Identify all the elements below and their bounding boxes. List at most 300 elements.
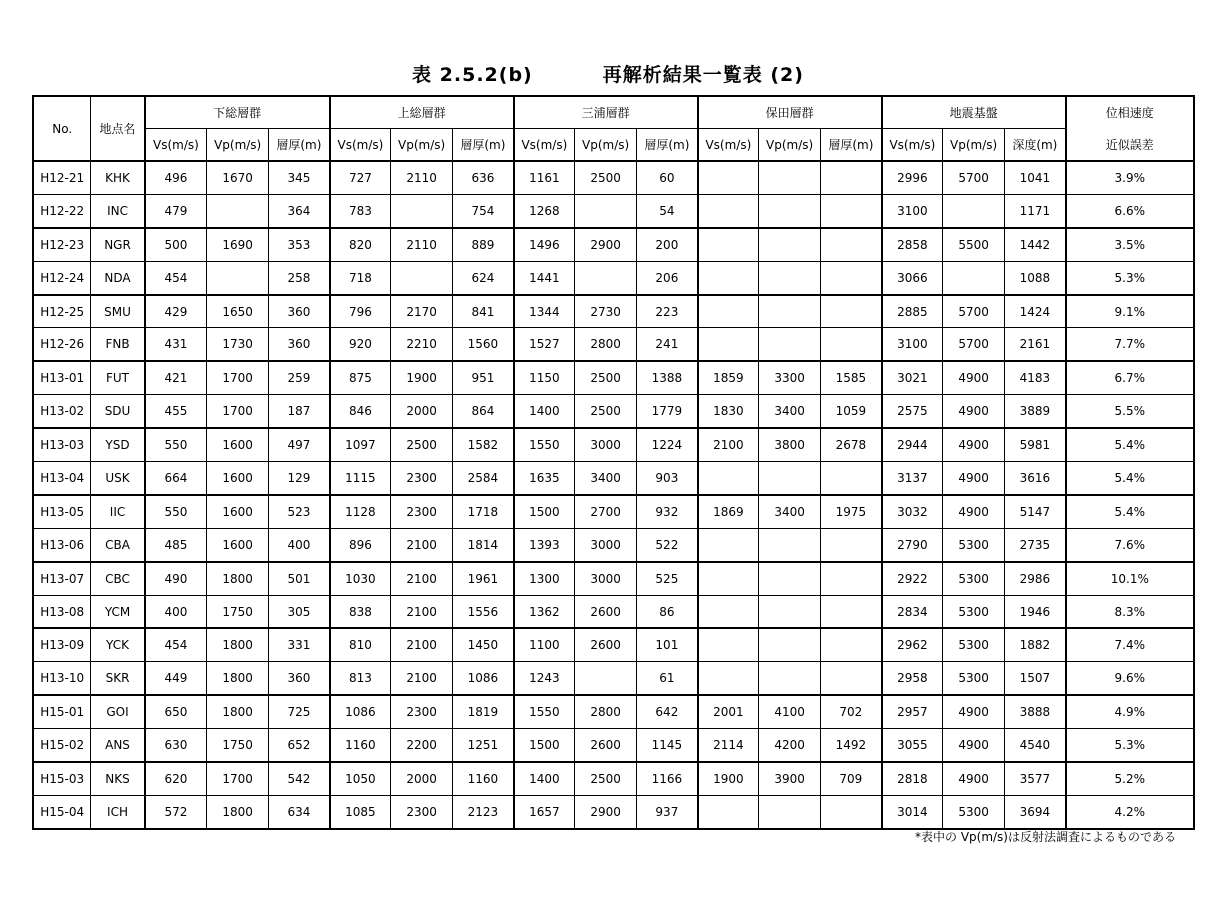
- table-cell: 5.2%: [1066, 762, 1194, 795]
- table-cell: [759, 795, 821, 828]
- table-cell: 3888: [1005, 695, 1066, 728]
- table-cell: 937: [637, 795, 698, 828]
- table-cell: 664: [145, 462, 207, 495]
- table-cell: H12-25: [33, 295, 91, 328]
- table-cell: 1690: [207, 228, 269, 261]
- table-cell: 1344: [514, 295, 575, 328]
- table-cell: 2110: [391, 228, 453, 261]
- table-cell: [821, 161, 882, 194]
- table-cell: 636: [453, 161, 514, 194]
- table-cell: 1560: [453, 328, 514, 361]
- table-cell: 1086: [453, 662, 514, 695]
- table-cell: 4900: [943, 495, 1005, 528]
- table-cell: 3055: [882, 729, 943, 762]
- table-cell: 1150: [514, 361, 575, 394]
- table-cell: 258: [269, 261, 330, 294]
- table-cell: 9.6%: [1066, 662, 1194, 695]
- table-row: [33, 428, 1194, 461]
- table-cell: 3000: [575, 428, 637, 461]
- table-row: [33, 795, 1194, 828]
- table-cell: 550: [145, 495, 207, 528]
- table-cell: CBC: [91, 562, 145, 595]
- header-thick: 層厚(m): [453, 129, 514, 162]
- table-cell: 364: [269, 194, 330, 227]
- table-cell: 3800: [759, 428, 821, 461]
- table-cell: [698, 562, 759, 595]
- table-cell: [207, 261, 269, 294]
- table-row: [33, 228, 1194, 261]
- header-vp: Vp(m/s): [207, 129, 269, 162]
- table-cell: 1946: [1005, 595, 1066, 628]
- table-cell: 2110: [391, 161, 453, 194]
- table-cell: GOI: [91, 695, 145, 728]
- table-cell: [698, 462, 759, 495]
- table-row: [33, 562, 1194, 595]
- table-cell: [943, 261, 1005, 294]
- table-cell: H15-03: [33, 762, 91, 795]
- table-number: 表 2.5.2(b): [412, 64, 533, 86]
- table-cell: [759, 595, 821, 628]
- table-cell: 10.1%: [1066, 562, 1194, 595]
- table-cell: 889: [453, 228, 514, 261]
- table-row: [33, 361, 1194, 394]
- table-row: [33, 528, 1194, 561]
- table-cell: 200: [637, 228, 698, 261]
- table-cell: 1088: [1005, 261, 1066, 294]
- table-cell: [821, 228, 882, 261]
- table-cell: NGR: [91, 228, 145, 261]
- table-cell: 2170: [391, 295, 453, 328]
- table-row: [33, 762, 1194, 795]
- table-cell: 2800: [575, 695, 637, 728]
- table-cell: 4900: [943, 695, 1005, 728]
- table-cell: 8.3%: [1066, 595, 1194, 628]
- header-site: 地点名: [91, 96, 145, 161]
- table-cell: 1550: [514, 695, 575, 728]
- table-cell: 331: [269, 628, 330, 661]
- table-cell: 1700: [207, 395, 269, 428]
- header-miura: 三浦層群: [514, 96, 698, 129]
- table-cell: 2114: [698, 729, 759, 762]
- header-vs: Vs(m/s): [145, 129, 207, 162]
- table-cell: 542: [269, 762, 330, 795]
- table-cell: 479: [145, 194, 207, 227]
- table-cell: [821, 194, 882, 227]
- table-cell: 2100: [391, 562, 453, 595]
- table-cell: 3014: [882, 795, 943, 828]
- table-cell: 2500: [575, 395, 637, 428]
- table-cell: 5981: [1005, 428, 1066, 461]
- table-cell: [575, 194, 637, 227]
- table-cell: 1500: [514, 495, 575, 528]
- table-cell: 9.1%: [1066, 295, 1194, 328]
- table-cell: [759, 562, 821, 595]
- table-cell: 5300: [943, 662, 1005, 695]
- table-cell: [821, 628, 882, 661]
- table-cell: 2200: [391, 729, 453, 762]
- table-cell: CBA: [91, 528, 145, 561]
- table-cell: H13-03: [33, 428, 91, 461]
- table-cell: 54: [637, 194, 698, 227]
- table-cell: 1700: [207, 762, 269, 795]
- table-cell: 3.5%: [1066, 228, 1194, 261]
- table-cell: 3.9%: [1066, 161, 1194, 194]
- table-cell: 60: [637, 161, 698, 194]
- table-cell: 1251: [453, 729, 514, 762]
- table-cell: 305: [269, 595, 330, 628]
- table-row: [33, 662, 1194, 695]
- table-cell: 3021: [882, 361, 943, 394]
- header-vs: Vs(m/s): [698, 129, 759, 162]
- table-cell: H12-21: [33, 161, 91, 194]
- table-cell: 3694: [1005, 795, 1066, 828]
- table-cell: [698, 295, 759, 328]
- header-no: No.: [33, 96, 91, 161]
- table-cell: 1582: [453, 428, 514, 461]
- table-cell: 2000: [391, 395, 453, 428]
- header-vp: Vp(m/s): [943, 129, 1005, 162]
- table-cell: 4900: [943, 462, 1005, 495]
- table-cell: 1400: [514, 762, 575, 795]
- table-cell: 2600: [575, 729, 637, 762]
- table-cell: 1750: [207, 595, 269, 628]
- table-cell: 1388: [637, 361, 698, 394]
- table-cell: 3400: [575, 462, 637, 495]
- table-cell: 1869: [698, 495, 759, 528]
- table-cell: 783: [330, 194, 391, 227]
- table-cell: 1600: [207, 495, 269, 528]
- table-cell: 2958: [882, 662, 943, 695]
- table-row: [33, 595, 1194, 628]
- table-cell: 1085: [330, 795, 391, 828]
- table-cell: 2001: [698, 695, 759, 728]
- table-cell: 1128: [330, 495, 391, 528]
- table-cell: 1730: [207, 328, 269, 361]
- header-vs: Vs(m/s): [330, 129, 391, 162]
- table-cell: YCM: [91, 595, 145, 628]
- table-cell: 841: [453, 295, 514, 328]
- table-cell: H15-04: [33, 795, 91, 828]
- table-cell: 4900: [943, 361, 1005, 394]
- table-cell: H13-05: [33, 495, 91, 528]
- table-cell: 1171: [1005, 194, 1066, 227]
- table-cell: 496: [145, 161, 207, 194]
- table-cell: 1585: [821, 361, 882, 394]
- table-cell: [759, 462, 821, 495]
- table-cell: [759, 295, 821, 328]
- table-cell: 1166: [637, 762, 698, 795]
- table-row: [33, 328, 1194, 361]
- table-cell: 5.4%: [1066, 495, 1194, 528]
- table-cell: 2790: [882, 528, 943, 561]
- table-cell: 3577: [1005, 762, 1066, 795]
- table-cell: 5700: [943, 161, 1005, 194]
- table-cell: 485: [145, 528, 207, 561]
- table-cell: 754: [453, 194, 514, 227]
- table-row: [33, 729, 1194, 762]
- table-cell: H12-22: [33, 194, 91, 227]
- table-cell: NDA: [91, 261, 145, 294]
- table-cell: H13-09: [33, 628, 91, 661]
- table-cell: 1268: [514, 194, 575, 227]
- table-cell: [759, 528, 821, 561]
- table-row: [33, 194, 1194, 227]
- table-cell: 5300: [943, 528, 1005, 561]
- table-cell: 2100: [391, 628, 453, 661]
- header-thick: 層厚(m): [821, 129, 882, 162]
- table-cell: 2161: [1005, 328, 1066, 361]
- table-cell: INC: [91, 194, 145, 227]
- table-cell: H12-24: [33, 261, 91, 294]
- table-cell: 4900: [943, 729, 1005, 762]
- table-cell: H15-02: [33, 729, 91, 762]
- table-cell: 429: [145, 295, 207, 328]
- table-cell: 2678: [821, 428, 882, 461]
- table-cell: 1900: [698, 762, 759, 795]
- table-cell: USK: [91, 462, 145, 495]
- header-vs: Vs(m/s): [882, 129, 943, 162]
- table-cell: 7.6%: [1066, 528, 1194, 561]
- table-cell: 5700: [943, 328, 1005, 361]
- table-cell: 86: [637, 595, 698, 628]
- table-cell: 101: [637, 628, 698, 661]
- table-cell: 718: [330, 261, 391, 294]
- table-cell: 2800: [575, 328, 637, 361]
- table-cell: [698, 662, 759, 695]
- table-cell: [759, 228, 821, 261]
- table-cell: [759, 628, 821, 661]
- table-cell: H15-01: [33, 695, 91, 728]
- table-cell: [821, 795, 882, 828]
- table-cell: [943, 194, 1005, 227]
- table-cell: SMU: [91, 295, 145, 328]
- table-cell: 2730: [575, 295, 637, 328]
- table-cell: 2944: [882, 428, 943, 461]
- table-cell: 1424: [1005, 295, 1066, 328]
- table-cell: ANS: [91, 729, 145, 762]
- table-cell: 1441: [514, 261, 575, 294]
- header-depth: 深度(m): [1005, 129, 1066, 162]
- table-cell: [821, 562, 882, 595]
- table-cell: 2100: [391, 528, 453, 561]
- table-cell: 896: [330, 528, 391, 561]
- table-cell: 1700: [207, 361, 269, 394]
- table-row: [33, 495, 1194, 528]
- table-cell: 1600: [207, 428, 269, 461]
- table-cell: 5300: [943, 595, 1005, 628]
- table-cell: 2922: [882, 562, 943, 595]
- table-cell: [207, 194, 269, 227]
- table-cell: 1961: [453, 562, 514, 595]
- table-cell: 1650: [207, 295, 269, 328]
- table-cell: [759, 662, 821, 695]
- table-cell: 4.2%: [1066, 795, 1194, 828]
- table-cell: H12-23: [33, 228, 91, 261]
- table-cell: [821, 462, 882, 495]
- table-cell: 1400: [514, 395, 575, 428]
- table-cell: 1527: [514, 328, 575, 361]
- table-cell: 2100: [391, 595, 453, 628]
- table-cell: 1635: [514, 462, 575, 495]
- table-cell: 2300: [391, 495, 453, 528]
- table-cell: 6.6%: [1066, 194, 1194, 227]
- table-cell: 3032: [882, 495, 943, 528]
- table-cell: H13-10: [33, 662, 91, 695]
- table-cell: 129: [269, 462, 330, 495]
- table-cell: 838: [330, 595, 391, 628]
- table-cell: 1830: [698, 395, 759, 428]
- table-cell: 2700: [575, 495, 637, 528]
- table-cell: 650: [145, 695, 207, 728]
- header-vp: Vp(m/s): [759, 129, 821, 162]
- table-cell: [698, 628, 759, 661]
- table-cell: 454: [145, 628, 207, 661]
- table-cell: [698, 161, 759, 194]
- table-row: [33, 395, 1194, 428]
- table-cell: 223: [637, 295, 698, 328]
- table-cell: 5500: [943, 228, 1005, 261]
- table-cell: 5300: [943, 562, 1005, 595]
- header-thick: 層厚(m): [269, 129, 330, 162]
- table-cell: 454: [145, 261, 207, 294]
- table-cell: 1975: [821, 495, 882, 528]
- table-cell: [391, 261, 453, 294]
- table-cell: SDU: [91, 395, 145, 428]
- table-cell: 1492: [821, 729, 882, 762]
- header-basement: 地震基盤: [882, 96, 1066, 129]
- table-row: [33, 628, 1194, 661]
- table-cell: [391, 194, 453, 227]
- table-cell: 1243: [514, 662, 575, 695]
- table-row: [33, 695, 1194, 728]
- table-cell: 5700: [943, 295, 1005, 328]
- table-cell: 5.4%: [1066, 428, 1194, 461]
- table-cell: 1041: [1005, 161, 1066, 194]
- table-cell: 206: [637, 261, 698, 294]
- table-cell: 2885: [882, 295, 943, 328]
- table-cell: 1160: [453, 762, 514, 795]
- table-cell: 3100: [882, 194, 943, 227]
- table-cell: 624: [453, 261, 514, 294]
- table-cell: 1657: [514, 795, 575, 828]
- table-cell: 5147: [1005, 495, 1066, 528]
- table-cell: YCK: [91, 628, 145, 661]
- table-cell: 951: [453, 361, 514, 394]
- table-name: 再解析結果一覧表 (2): [602, 64, 804, 86]
- table-cell: 920: [330, 328, 391, 361]
- table-cell: FUT: [91, 361, 145, 394]
- page-title: [0, 60, 1216, 87]
- table-cell: 1670: [207, 161, 269, 194]
- table-cell: 2000: [391, 762, 453, 795]
- table-cell: 4900: [943, 395, 1005, 428]
- table-cell: 1050: [330, 762, 391, 795]
- header-vp: Vp(m/s): [575, 129, 637, 162]
- table-cell: 7.4%: [1066, 628, 1194, 661]
- table-cell: 1800: [207, 628, 269, 661]
- table-cell: 353: [269, 228, 330, 261]
- table-cell: H13-02: [33, 395, 91, 428]
- table-cell: ICH: [91, 795, 145, 828]
- table-cell: 61: [637, 662, 698, 695]
- table-cell: 2575: [882, 395, 943, 428]
- table-cell: 1145: [637, 729, 698, 762]
- table-cell: 620: [145, 762, 207, 795]
- table-cell: 1600: [207, 528, 269, 561]
- table-cell: 2300: [391, 795, 453, 828]
- table-cell: 522: [637, 528, 698, 561]
- table-cell: [821, 261, 882, 294]
- header-vp: Vp(m/s): [391, 129, 453, 162]
- table-cell: 2584: [453, 462, 514, 495]
- table-cell: [759, 161, 821, 194]
- table-cell: 4.9%: [1066, 695, 1194, 728]
- table-cell: 1800: [207, 662, 269, 695]
- table-cell: 1600: [207, 462, 269, 495]
- table-cell: H13-06: [33, 528, 91, 561]
- table-cell: 2600: [575, 595, 637, 628]
- table-cell: 360: [269, 295, 330, 328]
- table-cell: H13-01: [33, 361, 91, 394]
- table-cell: 4183: [1005, 361, 1066, 394]
- table-cell: 1496: [514, 228, 575, 261]
- table-cell: 449: [145, 662, 207, 695]
- table-cell: 2100: [698, 428, 759, 461]
- table-cell: 5.5%: [1066, 395, 1194, 428]
- table-cell: 500: [145, 228, 207, 261]
- table-cell: 810: [330, 628, 391, 661]
- results-table: [32, 95, 1195, 830]
- table-cell: 572: [145, 795, 207, 828]
- table-cell: 3400: [759, 495, 821, 528]
- table-cell: 2123: [453, 795, 514, 828]
- table-cell: 3889: [1005, 395, 1066, 428]
- table-cell: 2300: [391, 462, 453, 495]
- table-cell: 1550: [514, 428, 575, 461]
- table-cell: KHK: [91, 161, 145, 194]
- table-cell: 1556: [453, 595, 514, 628]
- table-cell: H13-07: [33, 562, 91, 595]
- table-cell: 421: [145, 361, 207, 394]
- table-cell: 630: [145, 729, 207, 762]
- header-kazusa: 上総層群: [330, 96, 514, 129]
- table-cell: 2986: [1005, 562, 1066, 595]
- table-cell: 634: [269, 795, 330, 828]
- table-body: [33, 161, 1194, 829]
- table-cell: 2500: [391, 428, 453, 461]
- table-cell: 2962: [882, 628, 943, 661]
- table-cell: 2300: [391, 695, 453, 728]
- header-shimosa: 下総層群: [145, 96, 330, 129]
- table-cell: [821, 295, 882, 328]
- table-cell: 1160: [330, 729, 391, 762]
- table-row: [33, 161, 1194, 194]
- table-cell: 1900: [391, 361, 453, 394]
- header-vs: Vs(m/s): [514, 129, 575, 162]
- table-cell: 400: [269, 528, 330, 561]
- table-cell: 550: [145, 428, 207, 461]
- table-cell: [759, 328, 821, 361]
- table-cell: 2735: [1005, 528, 1066, 561]
- table-cell: 2100: [391, 662, 453, 695]
- table-cell: 1779: [637, 395, 698, 428]
- table-cell: 523: [269, 495, 330, 528]
- table-cell: 875: [330, 361, 391, 394]
- table-cell: 1097: [330, 428, 391, 461]
- table-cell: 241: [637, 328, 698, 361]
- table-cell: 4540: [1005, 729, 1066, 762]
- header-hota: 保田層群: [698, 96, 882, 129]
